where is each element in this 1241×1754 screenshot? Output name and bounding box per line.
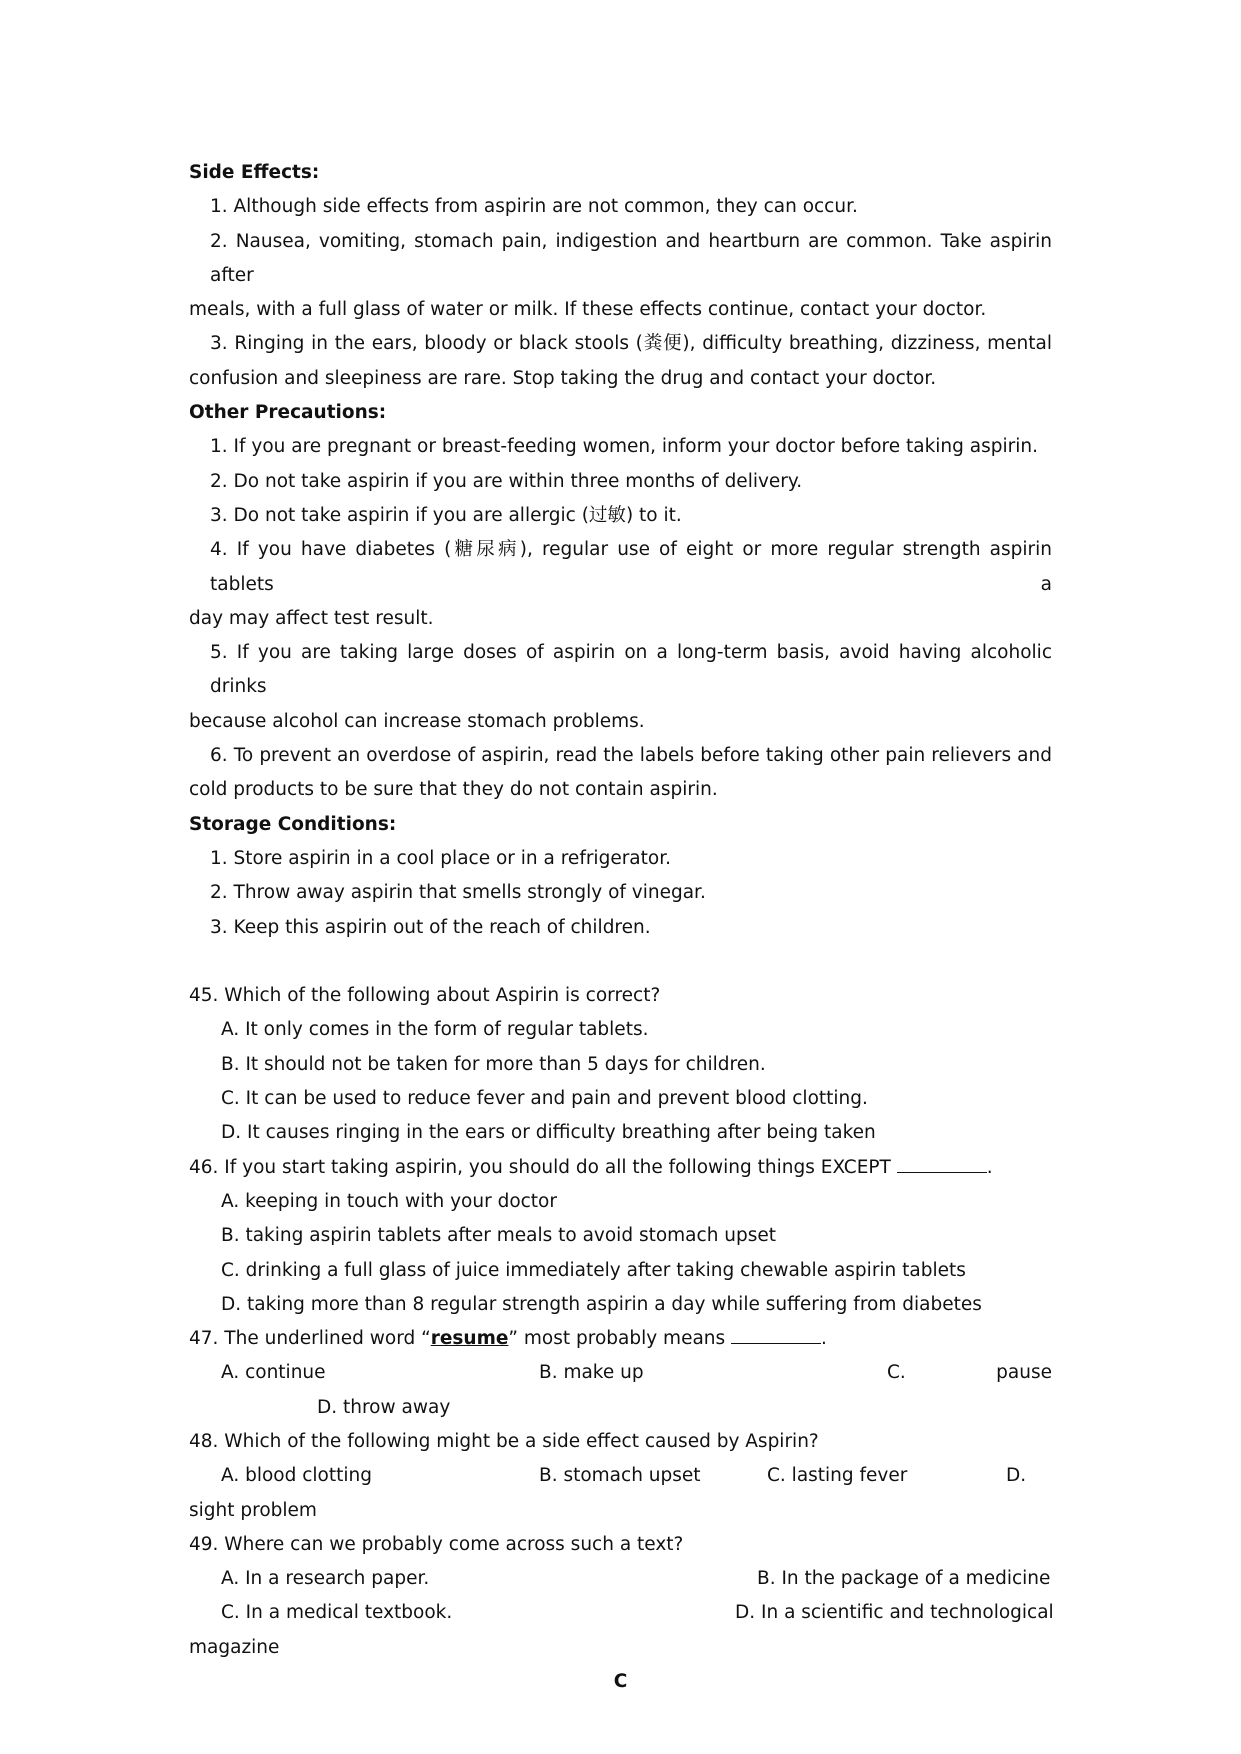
side-effect-item-3-cont: confusion and sleepiness are rare. Stop taking the drug and contact your doctor. (189, 367, 937, 389)
side-effect-item-3: 3. Ringing in the ears, bloody or black stools (粪便), difficulty breathing, dizziness, mental (210, 333, 1053, 355)
storage-item-1: 1. Store aspirin in a cool place or in a refrigerator. (210, 847, 672, 869)
precaution-item-6-cont: cold products to be sure that they do not contain aspirin. (189, 779, 718, 801)
question-49-option-b: B. In the package of a medicine (757, 1568, 1051, 1590)
precaution-item-3: 3. Do not take aspirin if you are allergic (过敏) to it. (210, 504, 682, 526)
precaution-item-4-cont: day may affect test result. (189, 607, 434, 629)
question-45-option-b: B. It should not be taken for more than 5 days for children. (221, 1053, 766, 1075)
question-49-stem: 49. Where can we probably come across such a text? (189, 1533, 684, 1555)
question-49-option-d: D. In a scientific and technological (735, 1602, 1054, 1624)
question-47-option-b: B. make up (539, 1362, 644, 1384)
underlined-word: resume (430, 1328, 509, 1350)
question-46-stem: 46. If you start taking aspirin, you should do all the following things EXCEPT . (189, 1151, 1052, 1185)
question-45-stem: 45. Which of the following about Aspirin is correct? (189, 985, 661, 1007)
storage-item-3: 3. Keep this aspirin out of the reach of children. (210, 916, 651, 938)
question-48-options-row (189, 1459, 1052, 1493)
question-45-option-c: C. It can be used to reduce fever and pain and prevent blood clotting. (221, 1088, 868, 1110)
precaution-item-5-cont: because alcohol can increase stomach problems. (189, 710, 645, 732)
question-45-option-a: A. It only comes in the form of regular tablets. (221, 1019, 649, 1041)
question-48-stem: 48. Which of the following might be a side effect caused by Aspirin? (189, 1430, 819, 1452)
question-47-options-row (189, 1356, 1052, 1390)
question-45-option-d: D. It causes ringing in the ears or difficulty breathing after being taken (221, 1122, 876, 1144)
question-49-options-row (189, 1562, 1052, 1596)
question-48-option-a: A. blood clotting (221, 1465, 372, 1487)
document-page (189, 156, 1052, 1699)
question-47-options-row-2 (189, 1391, 1052, 1425)
question-49-option-a: A. In a research paper. (221, 1568, 430, 1590)
storage-item-2: 2. Throw away aspirin that smells strongly of vinegar. (210, 882, 706, 904)
section-label: C (613, 1671, 628, 1693)
side-effects-heading: Side Effects: (189, 162, 320, 183)
question-48-option-c: C. lasting fever (767, 1465, 908, 1487)
question-48-option-d: D. (1006, 1465, 1027, 1487)
precaution-item-4: 4. If you have diabetes (糖尿病), regular use of eight or more regular strength aspirin tablets a (210, 539, 1052, 595)
answer-blank (897, 1154, 987, 1173)
side-effect-item-2-cont: meals, with a full glass of water or milk. If these effects continue, contact your doctor. (189, 299, 987, 321)
precaution-item-5: 5. If you are taking large doses of aspirin on a long-term basis, avoid having alcoholic drinks (210, 642, 1052, 698)
question-47-option-c-text: pause (996, 1362, 1052, 1384)
precautions-heading: Other Precautions: (189, 402, 387, 424)
question-47-option-d: D. throw away (317, 1396, 451, 1418)
precaution-item-2: 2. Do not take aspirin if you are within three months of delivery. (210, 470, 803, 492)
question-47-option-a: A. continue (221, 1362, 326, 1384)
question-46-option-a: A. keeping in touch with your doctor (221, 1190, 557, 1212)
storage-heading: Storage Conditions: (189, 813, 397, 835)
precaution-item-6: 6. To prevent an overdose of aspirin, read the labels before taking other pain relievers and (210, 745, 1052, 767)
question-47-option-c: C. (887, 1362, 906, 1384)
question-49-options-row-2 (189, 1596, 1052, 1630)
question-49-option-d-cont: magazine (189, 1636, 280, 1658)
side-effect-item-1: 1. Although side effects from aspirin are not common, they can occur. (210, 196, 858, 218)
question-48-option-b: B. stomach upset (539, 1465, 701, 1487)
question-46-option-d: D. taking more than 8 regular strength aspirin a day while suffering from diabetes (221, 1293, 982, 1315)
answer-blank (731, 1325, 821, 1344)
question-46-option-c: C. drinking a full glass of juice immediately after taking chewable aspirin tablets (221, 1259, 966, 1281)
question-48-option-d-text: sight problem (189, 1499, 317, 1521)
precaution-item-1: 1. If you are pregnant or breast-feeding women, inform your doctor before taking aspirin. (210, 436, 1038, 458)
question-47-stem: 47. The underlined word “resume” most probably means . (189, 1322, 1052, 1356)
side-effect-item-2: 2. Nausea, vomiting, stomach pain, indigestion and heartburn are common. Take aspirin after (210, 230, 1052, 286)
question-49-option-c: C. In a medical textbook. (221, 1602, 453, 1624)
spacer (189, 945, 1052, 979)
question-46-option-b: B. taking aspirin tablets after meals to avoid stomach upset (221, 1225, 777, 1247)
